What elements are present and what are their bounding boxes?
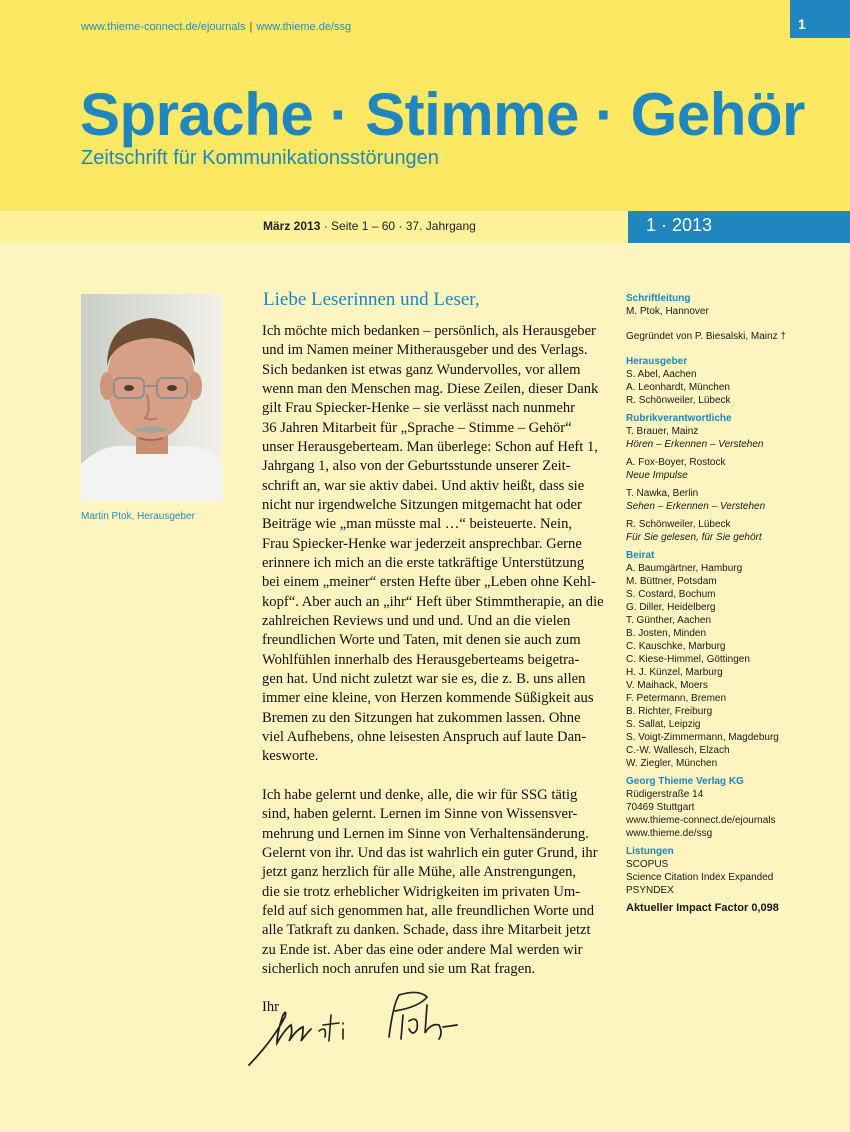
link-separator: | xyxy=(249,21,253,33)
journal-header xyxy=(0,0,850,211)
letter-line: Ich möchte mich bedanken – persönlich, als Herausgeber xyxy=(262,323,596,339)
beirat-entry: S. Costard, Bochum xyxy=(626,589,716,600)
letter-line: jetzt ganz herzlich für alle Mühe, alle Anstrengungen, xyxy=(262,864,577,881)
rubrik-name: R. Schönweiler, Lübeck xyxy=(626,519,731,530)
beirat-entry: T. Günther, Aachen xyxy=(626,615,712,626)
letter-line: Sich bedanken ist etwas ganz Wundervolles, vor allem xyxy=(262,361,581,378)
rubrik-section: Sehen – Erkennen – Verstehen xyxy=(626,501,766,512)
beirat-entry: C. Kiese-Himmel, Göttingen xyxy=(626,654,750,665)
beirat-entry: W. Ziegler, München xyxy=(626,758,718,769)
listungen-list xyxy=(626,858,841,897)
editor-photo xyxy=(81,294,222,501)
letter-line: schrift an, war sie aktiv dabei. Und aktiv heißt, dass sie xyxy=(262,477,585,494)
letter-line: viel Aufhebens, ohne leisesten Anspruch auf laute Dan- xyxy=(262,728,587,745)
letter-line: alle Tatkraft zu danken. Schade, dass ihre Mitarbeit jetzt xyxy=(262,922,591,939)
heading-listungen: Listungen xyxy=(626,846,674,857)
beirat-entry: A. Baumgärtner, Hamburg xyxy=(626,563,743,574)
beirat-entry: B. Richter, Freiburg xyxy=(626,706,713,717)
editorial-letter xyxy=(262,322,610,1018)
letter-line: und im Namen meiner Mitherausgeber und des Verlags. xyxy=(262,342,588,359)
herausgeber-entry: A. Leonhardt, München xyxy=(626,382,730,393)
letter-line: erinnere ich mich an die erste tatkräftige Unterstützung xyxy=(262,554,585,571)
letter-line: freundlichen Worte und Taten, mit denen sie auch zum xyxy=(262,632,581,649)
editorial-board-sidebar xyxy=(626,292,841,915)
heading-rubrikverantwortliche: Rubrikverantwortliche xyxy=(626,413,732,424)
letter-line: sind, haben gelernt. Lernen im Sinne von Wissensver- xyxy=(262,806,578,823)
letter-line: nicht nur irgendwelche Sitzungen mitgemacht hat oder xyxy=(262,496,582,513)
letter-closing: Ihr xyxy=(262,999,280,1016)
beirat-list xyxy=(626,562,841,770)
rubrik-name: T. Brauer, Mainz xyxy=(626,426,699,437)
verlag-entry: www.thieme.de/ssg xyxy=(626,828,713,839)
editor-portrait-image xyxy=(81,294,222,501)
listung-entry: Science Citation Index Expanded xyxy=(626,872,774,883)
link-thieme-connect[interactable]: www.thieme-connect.de/ejournals xyxy=(81,21,246,33)
listung-entry: PSYNDEX xyxy=(626,885,674,896)
beirat-entry: B. Josten, Minden xyxy=(626,628,707,639)
verlag-entry: Rüdigerstraße 14 xyxy=(626,789,704,800)
letter-line: Gelernt von ihr. Und das ist wahrlich ein guter Grund, ihr xyxy=(262,844,598,861)
letter-line: Wohlfühlen innerhalb des Herausgeberteams beigetra- xyxy=(262,651,580,668)
letter-line: zahlreichen Reviews und und und. Und an die vielen xyxy=(262,612,571,629)
beirat-entry: S. Sallat, Leipzig xyxy=(626,719,701,730)
heading-schriftleitung: Schriftleitung xyxy=(626,293,691,304)
link-thieme-ssg[interactable]: www.thieme.de/ssg xyxy=(256,21,352,33)
verlag-entry: www.thieme-connect.de/ejournals xyxy=(626,815,776,826)
rubrik-section: Hören – Erkennen – Verstehen xyxy=(626,439,764,450)
rubrik-section: Neue Impulse xyxy=(626,470,688,481)
heading-verlag: Georg Thieme Verlag KG xyxy=(626,776,744,787)
photo-caption: Martin Ptok, Herausgeber xyxy=(81,511,195,522)
schriftleitung-name: M. Ptok, Hannover xyxy=(626,306,709,317)
issue-info xyxy=(263,219,476,233)
issue-bar xyxy=(0,211,850,243)
header-links xyxy=(81,21,351,33)
verlag-entry: 70469 Stuttgart xyxy=(626,802,695,813)
issue-badge xyxy=(628,211,850,243)
letter-line: gilt Frau Spiecker-Henke – sie verlässt nach nunmehr xyxy=(262,400,575,417)
heading-herausgeber: Herausgeber xyxy=(626,356,688,367)
journal-title: Sprache · Stimme · Gehör xyxy=(80,81,805,148)
letter-line: Bremen zu den Sitzungen hat zukommen lassen. Ohne xyxy=(262,709,581,726)
letter-line: Beiträge wie „man müsste mal …“ beisteuerte. Nein, xyxy=(262,516,573,533)
letter-line: unser Herausgeberteam. Man überlege: Schon auf Heft 1, xyxy=(262,438,598,455)
letter-line: 36 Jahren Mitarbeit für „Sprache – Stimme – Gehör“ xyxy=(262,419,572,436)
beirat-entry: M. Büttner, Potsdam xyxy=(626,576,717,587)
listung-entry: SCOPUS xyxy=(626,859,669,870)
rubrik-list xyxy=(626,425,841,549)
rubrik-name: T. Nawka, Berlin xyxy=(626,488,699,499)
beirat-entry: F. Petermann, Bremen xyxy=(626,693,727,704)
letter-line: gen hat. Und nicht zuletzt war sie es, die z. B. uns allen xyxy=(262,670,586,687)
issue-details: · Seite 1 – 60 · 37. Jahrgang xyxy=(320,219,476,233)
founder-note: Gegründet von P. Biesalski, Mainz † xyxy=(626,331,786,342)
letter-greeting: Liebe Leserinnen und Leser, xyxy=(263,289,480,310)
beirat-entry: C. Kauschke, Marburg xyxy=(626,641,726,652)
impact-factor: Aktueller Impact Factor 0,098 xyxy=(626,902,779,914)
letter-line: Ich habe gelernt und denke, alle, die wir für SSG tätig xyxy=(262,786,578,803)
paragraph-gap xyxy=(262,767,610,786)
herausgeber-entry: R. Schönweiler, Lübeck xyxy=(626,395,731,406)
letter-line: mehrung und Lernen im Sinne von Verhaltensänderung. xyxy=(262,825,589,842)
page-number-badge xyxy=(790,0,850,38)
letter-line: wenn man den Menschen mag. Diese Zeilen, dieser Dank xyxy=(262,380,599,397)
letter-line: bei einem „meiner“ ersten Hefte über „Leben ohne Kehl- xyxy=(262,574,596,591)
letter-line: immer eine kleine, von Herzen kommende Süßigkeit aus xyxy=(262,690,594,707)
verlag-list xyxy=(626,788,841,840)
letter-line: Frau Spiecker-Henke war jederzeit ansprechbar. Gerne xyxy=(262,535,582,552)
beirat-entry: C.-W. Wallesch, Elzach xyxy=(626,745,730,756)
journal-subtitle: Zeitschrift für Kommunikationsstörungen xyxy=(81,147,439,169)
letter-line: kesworte. xyxy=(262,748,319,765)
issue-badge-text: 1 · 2013 xyxy=(646,215,713,235)
beirat-entry: S. Voigt-Zimmermann, Magdeburg xyxy=(626,732,779,743)
beirat-entry: V. Maihack, Moers xyxy=(626,680,708,691)
letter-line: die sie trotz erheblicher Widrigkeiten im privaten Um- xyxy=(262,883,581,900)
letter-line: feld auf sich genommen hat, alle freundlichen Worte und xyxy=(262,902,595,919)
letter-paragraph-2 xyxy=(262,786,610,979)
letter-line: sicherlich noch anrufen und sie um Rat fragen. xyxy=(262,960,536,977)
letter-paragraph-1 xyxy=(262,322,610,767)
letter-line: kopf“. Aber auch an „ihr“ Heft über Stimmtherapie, an die xyxy=(262,593,604,610)
letter-line: Jahrgang 1, also von der Geburtsstunde unserer Zeit- xyxy=(262,458,571,475)
issue-date: März 2013 xyxy=(263,219,321,233)
page-number: 1 xyxy=(798,16,806,32)
handwritten-signature xyxy=(243,985,473,1075)
herausgeber-list xyxy=(626,368,841,407)
rubrik-section: Für Sie gelesen, für Sie gehört xyxy=(626,532,762,543)
beirat-entry: G. Diller, Heidelberg xyxy=(626,602,716,613)
rubrik-name: A. Fox-Boyer, Rostock xyxy=(626,457,726,468)
beirat-entry: H. J. Künzel, Marburg xyxy=(626,667,723,678)
letter-line: zu Ende ist. Aber das eine oder andere Mal werden wir xyxy=(262,941,583,958)
herausgeber-entry: S. Abel, Aachen xyxy=(626,369,697,380)
heading-beirat: Beirat xyxy=(626,550,655,561)
